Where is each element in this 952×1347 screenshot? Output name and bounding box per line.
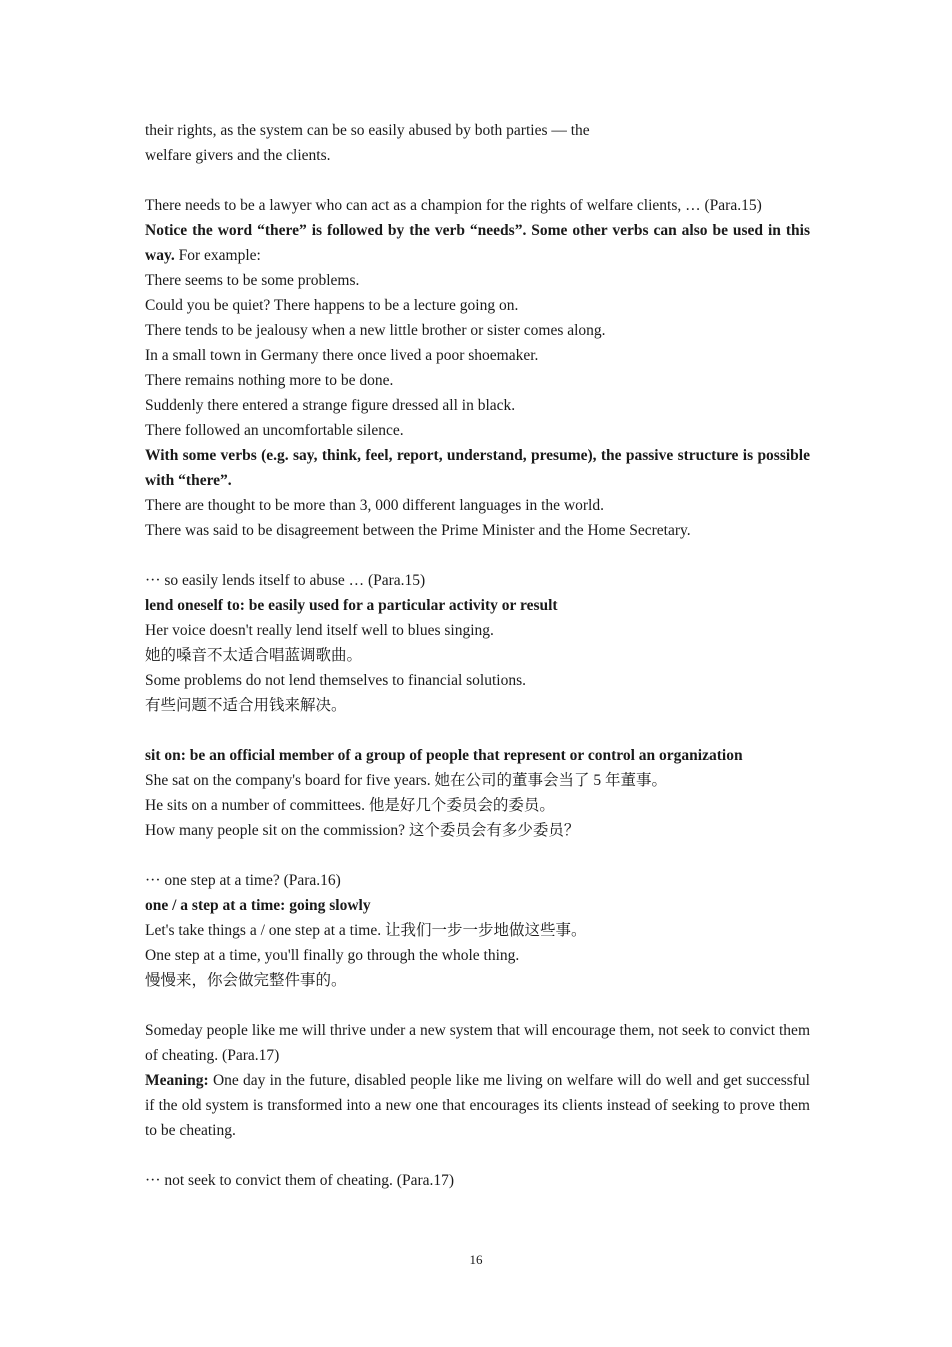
quote-line: ··· so easily lends itself to abuse … (Para.15): [145, 572, 426, 589]
example-line: There followed an uncomfortable silence.: [145, 422, 404, 439]
definition-line: one / a step at a time: going slowly: [145, 897, 371, 914]
quote-line: ··· one step at a time? (Para.16): [145, 872, 341, 889]
meaning-paragraph: [145, 1068, 810, 1143]
paragraph-gap: [145, 718, 810, 743]
paragraph-gap: [145, 168, 810, 193]
translation-line: 慢慢来，你会做完整件事的。: [145, 972, 347, 989]
example-line: Suddenly there entered a strange figure dressed all in black.: [145, 397, 516, 414]
definition-line: sit on: be an official member of a group of people that represent or control an organization: [145, 747, 743, 764]
text-line: their rights, as the system can be so easily abused by both parties — the: [145, 122, 590, 139]
paragraph-gap: [145, 543, 810, 568]
translation-line: 她的嗓音不太适合唱蓝调歌曲。: [145, 647, 363, 664]
example-line: Some problems do not lend themselves to financial solutions.: [145, 672, 526, 689]
grammar-note-heading: Notice the word “there” is followed by the verb “needs”. Some other verbs can also be used in this way.: [145, 222, 810, 264]
meaning-text: One day in the future, disabled people like me living on welfare will do well and get successful if the old system is transformed into a new one that encourages its clients instead of seeking to prove them to be cheating.: [145, 1072, 810, 1139]
example-line: There was said to be disagreement between the Prime Minister and the Home Secretary.: [145, 522, 691, 539]
grammar-note: [145, 218, 810, 268]
paragraph-gap: [145, 843, 810, 868]
quote-line: ··· not seek to convict them of cheating. (Para.17): [145, 1172, 455, 1189]
meaning-label: Meaning:: [145, 1072, 209, 1089]
page-content: [145, 118, 810, 1193]
quote-paragraph: Someday people like me will thrive under a new system that will encourage them, not seek to convict them of cheating. (Para.17): [145, 1022, 810, 1064]
example-line: She sat on the company's board for five years. 她在公司的董事会当了 5 年董事。: [145, 772, 667, 789]
example-line: One step at a time, you'll finally go through the whole thing.: [145, 947, 520, 964]
example-line: How many people sit on the commission? 这个委员会有多少委员？: [145, 822, 580, 839]
paragraph-gap: [145, 993, 810, 1018]
example-line: There seems to be some problems.: [145, 272, 360, 289]
example-line: There remains nothing more to be done.: [145, 372, 394, 389]
example-line: There tends to be jealousy when a new little brother or sister comes along.: [145, 322, 606, 339]
page-number: 16: [469, 1252, 483, 1267]
grammar-note-passive: With some verbs (e.g. say, think, feel, report, understand, presume), the passive structure is possible with “there”.: [145, 447, 810, 489]
paragraph-gap: [145, 1143, 810, 1168]
example-line: Could you be quiet? There happens to be a lecture going on.: [145, 297, 519, 314]
example-line: He sits on a number of committees. 他是好几个委员会的委员。: [145, 797, 555, 814]
grammar-note-tail: For example:: [174, 247, 261, 264]
example-line: Her voice doesn't really lend itself well to blues singing.: [145, 622, 494, 639]
example-sentence-paragraph: There needs to be a lawyer who can act as a champion for the rights of welfare clients, … (Para.15): [145, 197, 762, 214]
definition-line: lend oneself to: be easily used for a particular activity or result: [145, 597, 558, 614]
translation-line: 有些问题不适合用钱来解决。: [145, 697, 347, 714]
text-line: welfare givers and the clients.: [145, 147, 331, 164]
example-line: In a small town in Germany there once lived a poor shoemaker.: [145, 347, 539, 364]
example-line: There are thought to be more than 3, 000 different languages in the world.: [145, 497, 604, 514]
example-line: Let's take things a / one step at a time. 让我们一步一步地做这些事。: [145, 922, 587, 939]
